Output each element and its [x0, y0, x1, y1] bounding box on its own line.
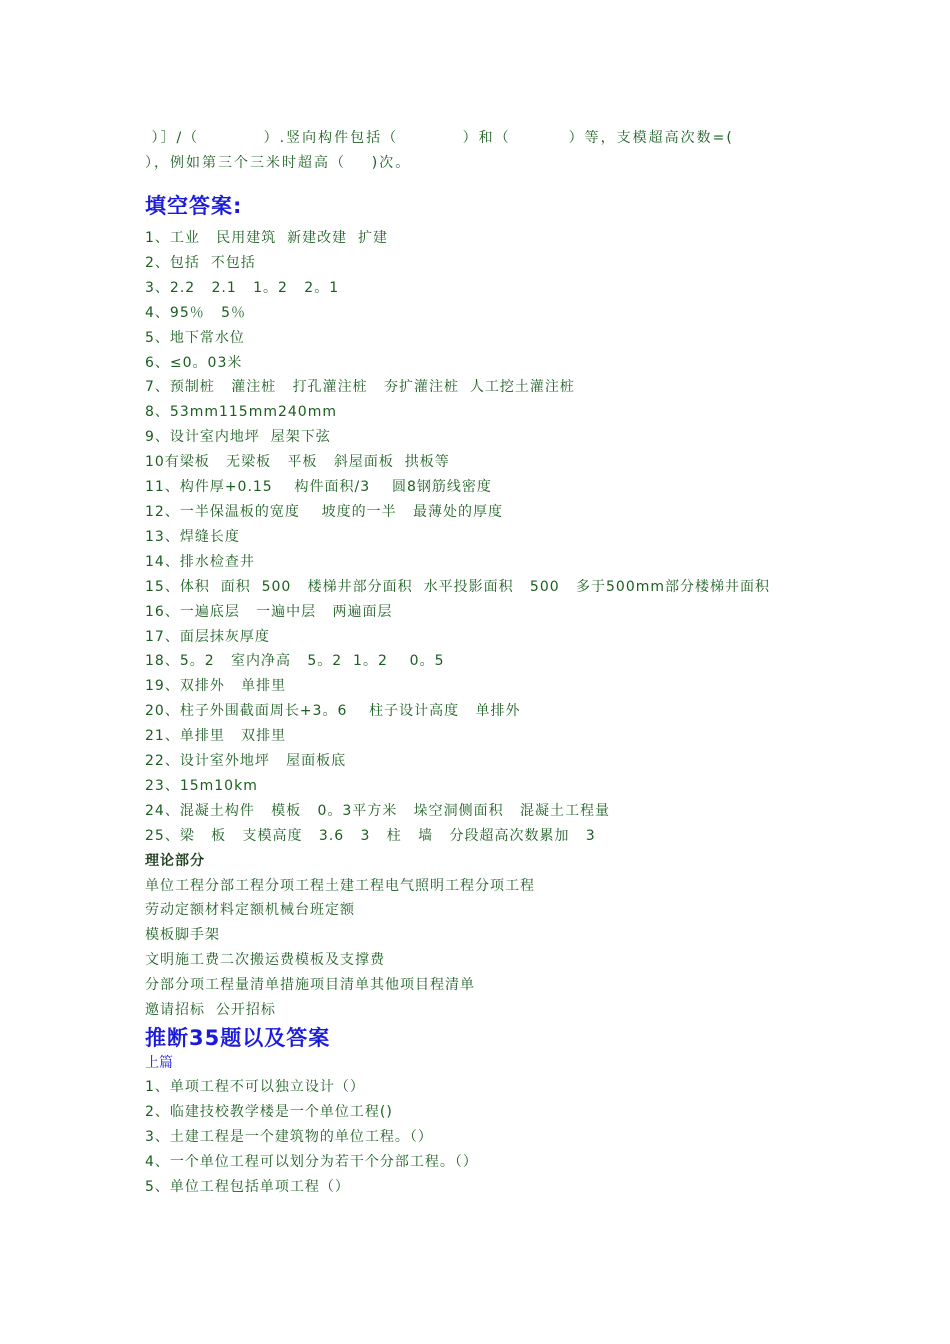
fill-answer-item: 24、混凝土构件 模板 0。3平方米 垛空洞侧面积 混凝土工程量 [145, 802, 611, 819]
fill-answer-item: 17、面层抹灰厚度 [145, 628, 270, 645]
fill-answer-item: 16、一遍底层 一遍中层 两遍面层 [145, 603, 393, 620]
theory-heading: 理论部分 [145, 852, 205, 869]
judge-question-item: 3、土建工程是一个建筑物的单位工程。（） [145, 1128, 433, 1145]
theory-item: 劳动定额材料定额机械台班定额 [145, 902, 355, 919]
fill-answers-list [145, 226, 845, 849]
theory-item: 分部分项工程量清单措施项目清单其他项目程清单 [145, 977, 475, 994]
theory-item: 单位工程分部工程分项工程土建工程电气照明工程分项工程 [145, 877, 535, 894]
fill-answer-item: 2、包括 不包括 [145, 254, 256, 271]
fill-answer-item: 5、地下常水位 [145, 329, 245, 346]
theory-item: 文明施工费二次搬运费模板及支撑费 [145, 952, 385, 969]
intro-line: ），例如第三个三米时超高（ )次。 [145, 155, 412, 171]
intro-line: ）］/（ ）.竖向构件包括（ ）和（ ）等，支模超高次数=( [145, 130, 734, 146]
fill-answers-heading: 填空答案: [145, 194, 243, 218]
fill-answer-item: 10有梁板 无梁板 平板 斜屋面板 拱板等 [145, 454, 450, 471]
fill-answer-item: 3、2.2 2.1 1。2 2。1 [145, 279, 340, 296]
fill-answer-item: 25、梁 板 支模高度 3.6 3 柱 墙 分段超高次数累加 3 [145, 827, 596, 844]
fill-answer-item: 18、5。2 室内净高 5。2 1。2 0。5 [145, 653, 445, 670]
fill-answer-item: 9、设计室内地坪 屋架下弦 [145, 429, 331, 446]
theory-item: 模板脚手架 [145, 927, 220, 944]
fill-answer-item: 21、单排里 双排里 [145, 728, 287, 745]
intro-paragraph [145, 126, 845, 176]
theory-list [145, 874, 845, 1023]
judge-question-item: 2、临建技校教学楼是一个单位工程() [145, 1103, 393, 1120]
fill-answer-item: 14、排水检查井 [145, 553, 255, 570]
document-content [145, 126, 845, 1200]
fill-answer-item: 12、一半保温板的宽度 坡度的一半 最薄处的厚度 [145, 503, 503, 520]
fill-answer-item: 11、构件厚+0.15 构件面积/3 圆8钢筋线密度 [145, 479, 492, 496]
judge-question-item: 5、单位工程包括单项工程（） [145, 1178, 350, 1195]
judge-questions-list [145, 1075, 845, 1200]
judge-question-item: 1、单项工程不可以独立设计（） [145, 1079, 365, 1095]
fill-answer-item: 4、95％ 5％ [145, 304, 246, 321]
theory-item: 邀请招标 公开招标 [145, 1002, 276, 1019]
judge-question-item: 4、一个单位工程可以划分为若干个分部工程。（） [145, 1153, 478, 1170]
fill-answer-item: 22、设计室外地坪 屋面板底 [145, 753, 347, 770]
fill-answer-item: 7、预制桩 灌注桩 打孔灌注桩 夯扩灌注桩 人工挖土灌注桩 [145, 379, 575, 396]
fill-answer-item: 8、53mm115mm240mm [145, 404, 337, 421]
judge-subheading: 上篇 [145, 1055, 173, 1071]
fill-answer-item: 15、体积 面积 500 楼梯井部分面积 水平投影面积 500 多于500mm部分楼梯井面积 [145, 578, 771, 595]
judge-heading: 推断35题以及答案 [145, 1026, 331, 1050]
fill-answer-item: 1、工业 民用建筑 新建改建 扩建 [145, 230, 389, 246]
fill-answer-item: 23、15m10km [145, 777, 258, 794]
fill-answer-item: 20、柱子外围截面周长+3。6 柱子设计高度 单排外 [145, 703, 521, 720]
fill-answer-item: 6、≤0。03米 [145, 354, 243, 371]
fill-answer-item: 19、双排外 单排里 [145, 678, 287, 695]
fill-answer-item: 13、焊缝长度 [145, 528, 240, 545]
